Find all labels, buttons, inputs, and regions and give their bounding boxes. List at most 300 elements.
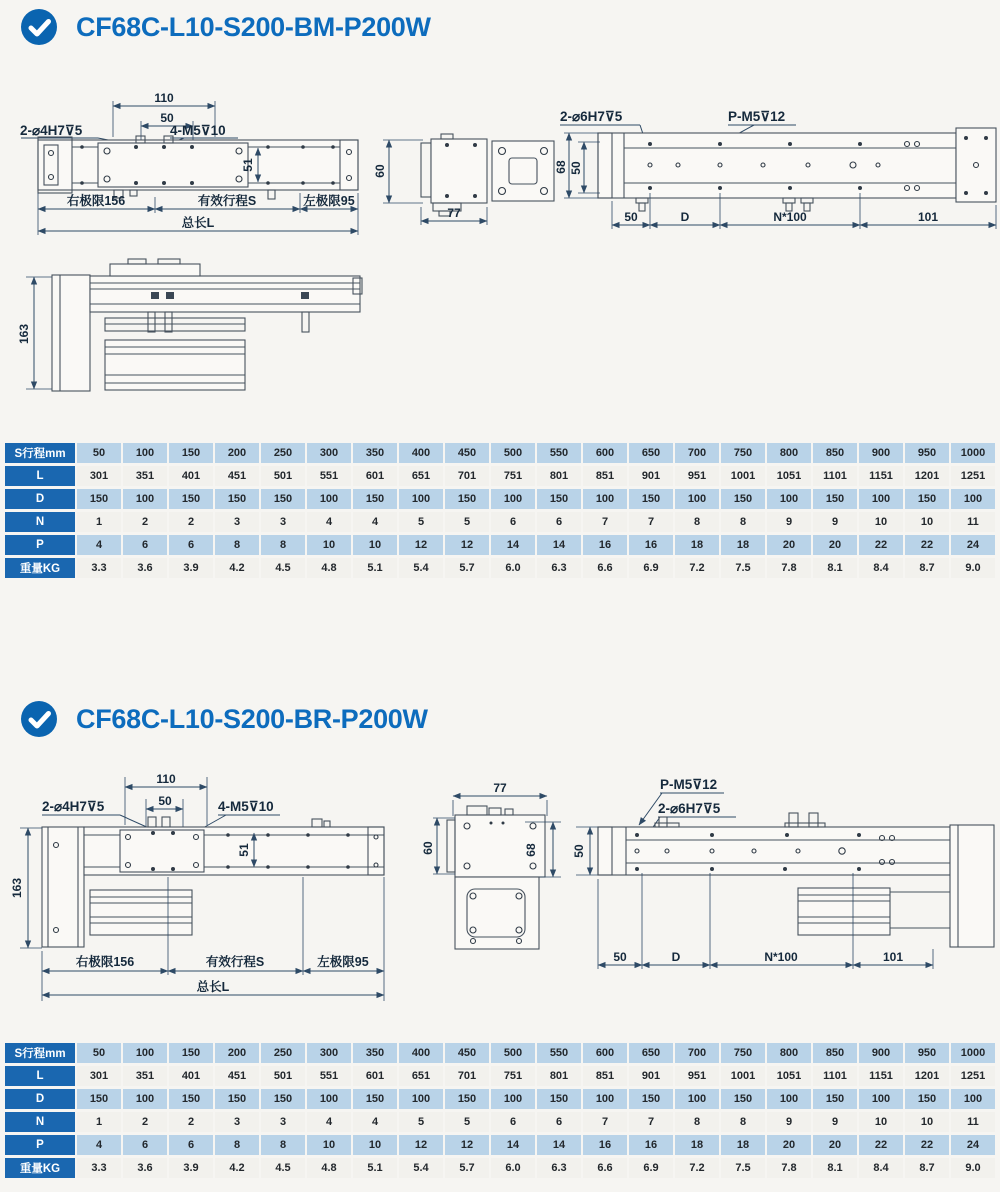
dim-label: 50 — [158, 794, 172, 808]
table-cell: 6.3 — [537, 1158, 581, 1178]
table-cell: 250 — [261, 443, 305, 463]
table-cell: 6.0 — [491, 1158, 535, 1178]
table-cell: 3.3 — [77, 558, 121, 578]
plan-view-drawing-br — [8, 765, 433, 1015]
product-title: CF68C-L10-S200-BR-P200W — [76, 703, 428, 734]
table-cell: 400 — [399, 1043, 443, 1063]
table-cell: 8 — [721, 1112, 765, 1132]
table-cell: 150 — [721, 1089, 765, 1109]
table-cell: 20 — [813, 535, 857, 555]
table-cell: 1101 — [813, 466, 857, 486]
table-row — [5, 1066, 995, 1086]
table-cell: 24 — [951, 535, 995, 555]
table-cell: 6.6 — [583, 558, 627, 578]
table-cell: 301 — [77, 1066, 121, 1086]
table-cell: 5.7 — [445, 558, 489, 578]
dim-label: 60 — [421, 841, 435, 855]
table-cell: 3 — [261, 512, 305, 532]
table-cell: 1101 — [813, 1066, 857, 1086]
table-cell: 16 — [629, 1135, 673, 1155]
table-row-label: S行程mm — [5, 443, 75, 463]
table-cell: 100 — [951, 489, 995, 509]
table-row — [5, 1043, 995, 1063]
table-cell: 150 — [77, 1089, 121, 1109]
table-cell: 150 — [721, 489, 765, 509]
table-cell: 7 — [583, 1112, 627, 1132]
table-cell: 4 — [77, 535, 121, 555]
table-cell: 20 — [767, 1135, 811, 1155]
table-cell: 451 — [215, 466, 259, 486]
table-row-label: L — [5, 466, 75, 486]
dim-label: 50 — [613, 950, 627, 964]
table-cell: 8 — [261, 535, 305, 555]
dim-label: 110 — [154, 91, 174, 105]
table-cell: 4 — [353, 1112, 397, 1132]
table-cell: 351 — [123, 1066, 167, 1086]
table-cell: 18 — [721, 535, 765, 555]
table-cell: 650 — [629, 1043, 673, 1063]
product-title: CF68C-L10-S200-BM-P200W — [76, 11, 431, 42]
table-cell: 701 — [445, 1066, 489, 1086]
table-cell: 1051 — [767, 1066, 811, 1086]
table-row — [5, 1135, 995, 1155]
table-cell: 4.8 — [307, 1158, 351, 1178]
table-cell: 750 — [721, 1043, 765, 1063]
dim-label: 163 — [10, 877, 24, 899]
table-cell: 7.8 — [767, 558, 811, 578]
dim-label: 51 — [241, 158, 255, 172]
table-cell: 10 — [353, 1135, 397, 1155]
table-cell: 6 — [537, 1112, 581, 1132]
table-cell: 300 — [307, 1043, 351, 1063]
table-cell: 8.4 — [859, 1158, 903, 1178]
table-cell: 5 — [445, 1112, 489, 1132]
table-cell: 150 — [537, 489, 581, 509]
table-cell: 5 — [445, 512, 489, 532]
table-cell: 8.7 — [905, 1158, 949, 1178]
table-cell: 3.3 — [77, 1158, 121, 1178]
table-cell: 600 — [583, 443, 627, 463]
table-cell: 150 — [353, 1089, 397, 1109]
table-cell: 1251 — [951, 466, 995, 486]
table-cell: 9 — [767, 1112, 811, 1132]
table-cell: 6 — [537, 512, 581, 532]
table-cell: 851 — [583, 1066, 627, 1086]
table-cell: 6 — [123, 1135, 167, 1155]
table-cell: 6.3 — [537, 558, 581, 578]
table-cell: 10 — [859, 1112, 903, 1132]
table-cell: 3.9 — [169, 1158, 213, 1178]
table-cell: 350 — [353, 1043, 397, 1063]
table-cell: 100 — [583, 1089, 627, 1109]
table-cell: 14 — [537, 1135, 581, 1155]
callout-label: 2-⌀6H7⊽5 — [560, 109, 623, 124]
table-cell: 18 — [721, 1135, 765, 1155]
table-cell: 150 — [261, 1089, 305, 1109]
table-cell: 100 — [399, 489, 443, 509]
table-cell: 150 — [905, 1089, 949, 1109]
table-cell: 100 — [767, 489, 811, 509]
table-cell: 8 — [215, 1135, 259, 1155]
table-cell: 501 — [261, 1066, 305, 1086]
table-row — [5, 512, 995, 532]
table-cell: 18 — [675, 535, 719, 555]
section-header-br — [20, 700, 428, 738]
table-cell: 550 — [537, 1043, 581, 1063]
table-cell: 14 — [537, 535, 581, 555]
table-cell: 2 — [123, 512, 167, 532]
table-cell: 9.0 — [951, 558, 995, 578]
table-cell: 701 — [445, 466, 489, 486]
table-cell: 951 — [675, 1066, 719, 1086]
table-cell: 951 — [675, 466, 719, 486]
dim-label: 163 — [17, 323, 31, 345]
table-cell: 6.9 — [629, 558, 673, 578]
table-cell: 1201 — [905, 466, 949, 486]
table-cell: 550 — [537, 443, 581, 463]
side-view-drawing-bm — [10, 256, 390, 416]
table-cell: 6 — [169, 535, 213, 555]
callout-label: 4-M5⊽10 — [170, 123, 226, 138]
table-cell: 3 — [261, 1112, 305, 1132]
table-cell: 850 — [813, 443, 857, 463]
dim-label: 50 — [569, 161, 583, 175]
table-cell: 751 — [491, 466, 535, 486]
dim-label: 总长L — [196, 980, 230, 994]
table-cell: 401 — [169, 1066, 213, 1086]
dim-label: 68 — [554, 160, 568, 174]
spec-table-bm — [5, 443, 995, 578]
table-cell: 8 — [721, 512, 765, 532]
dim-label: 右极限156 — [66, 194, 126, 208]
table-cell: 8 — [675, 1112, 719, 1132]
table-cell: 8.4 — [859, 558, 903, 578]
table-cell: 10 — [307, 535, 351, 555]
table-cell: 100 — [399, 1089, 443, 1109]
table-cell: 9 — [813, 512, 857, 532]
callout-label: 2-⌀4H7⊽5 — [42, 799, 105, 814]
table-cell: 22 — [859, 1135, 903, 1155]
table-cell: 4 — [307, 1112, 351, 1132]
dim-label: 110 — [156, 772, 176, 786]
table-cell: 12 — [445, 1135, 489, 1155]
table-cell: 150 — [537, 1089, 581, 1109]
table-cell: 12 — [399, 1135, 443, 1155]
table-cell: 22 — [905, 1135, 949, 1155]
table-cell: 250 — [261, 1043, 305, 1063]
table-cell: 8.1 — [813, 558, 857, 578]
table-cell: 3.6 — [123, 558, 167, 578]
table-cell: 551 — [307, 1066, 351, 1086]
table-cell: 7 — [583, 512, 627, 532]
table-cell: 301 — [77, 466, 121, 486]
table-cell: 8.7 — [905, 558, 949, 578]
table-cell: 5.7 — [445, 1158, 489, 1178]
table-cell: 7.8 — [767, 1158, 811, 1178]
table-cell: 651 — [399, 1066, 443, 1086]
callout-label: 2-⌀6H7⊽5 — [658, 801, 721, 816]
plan-view-drawing-bm — [18, 85, 368, 245]
table-cell: 501 — [261, 466, 305, 486]
table-cell: 16 — [583, 1135, 627, 1155]
table-cell: 6.9 — [629, 1158, 673, 1178]
table-cell: 7 — [629, 512, 673, 532]
table-cell: 100 — [123, 1089, 167, 1109]
table-row — [5, 558, 995, 578]
table-cell: 551 — [307, 466, 351, 486]
dim-label: 有效行程S — [205, 955, 265, 969]
table-cell: 4.5 — [261, 558, 305, 578]
table-cell: 100 — [767, 1089, 811, 1109]
table-cell: 1 — [77, 1112, 121, 1132]
table-cell: 3 — [215, 1112, 259, 1132]
callout-label: P-M5⊽12 — [728, 109, 786, 124]
table-cell: 1000 — [951, 443, 995, 463]
table-cell: 7.2 — [675, 558, 719, 578]
table-cell: 4.2 — [215, 558, 259, 578]
table-cell: 1201 — [905, 1066, 949, 1086]
table-cell: 6 — [491, 512, 535, 532]
dim-label: N*100 — [764, 950, 798, 964]
table-cell: 100 — [123, 489, 167, 509]
table-cell: 8 — [215, 535, 259, 555]
table-cell: 5 — [399, 1112, 443, 1132]
table-cell: 150 — [353, 489, 397, 509]
table-row-label: D — [5, 489, 75, 509]
check-circle-icon — [20, 700, 58, 738]
bottom-view-drawing-bm — [554, 95, 1000, 240]
dim-label: D — [671, 950, 681, 964]
table-cell: 3.9 — [169, 558, 213, 578]
table-cell: 14 — [491, 1135, 535, 1155]
dim-label: 左极限95 — [303, 194, 355, 208]
table-cell: 10 — [859, 512, 903, 532]
table-cell: 22 — [859, 535, 903, 555]
table-cell: 9 — [767, 512, 811, 532]
table-cell: 11 — [951, 512, 995, 532]
table-cell: 50 — [77, 1043, 121, 1063]
table-row — [5, 443, 995, 463]
table-cell: 150 — [215, 1089, 259, 1109]
dim-label: 50 — [160, 111, 174, 125]
section-header-bm — [20, 8, 431, 46]
table-cell: 150 — [629, 1089, 673, 1109]
table-cell: 100 — [491, 1089, 535, 1109]
table-cell: 851 — [583, 466, 627, 486]
table-cell: 20 — [767, 535, 811, 555]
table-cell: 1151 — [859, 466, 903, 486]
callout-label: 2-⌀4H7⊽5 — [20, 123, 83, 138]
table-cell: 9 — [813, 1112, 857, 1132]
table-cell: 901 — [629, 466, 673, 486]
table-cell: 4.5 — [261, 1158, 305, 1178]
table-cell: 10 — [353, 535, 397, 555]
dim-label: 50 — [572, 844, 586, 858]
table-cell: 6 — [123, 535, 167, 555]
table-cell: 800 — [767, 443, 811, 463]
table-row-label: N — [5, 1112, 75, 1132]
table-cell: 24 — [951, 1135, 995, 1155]
table-cell: 2 — [169, 1112, 213, 1132]
table-row-label: 重量KG — [5, 558, 75, 578]
table-row-label: S行程mm — [5, 1043, 75, 1063]
table-cell: 100 — [491, 489, 535, 509]
table-row — [5, 535, 995, 555]
table-cell: 9.0 — [951, 1158, 995, 1178]
table-cell: 5.4 — [399, 558, 443, 578]
table-cell: 10 — [905, 512, 949, 532]
table-cell: 150 — [77, 489, 121, 509]
table-cell: 451 — [215, 1066, 259, 1086]
table-cell: 651 — [399, 466, 443, 486]
table-cell: 100 — [123, 1043, 167, 1063]
dim-label: 右极限156 — [75, 955, 135, 969]
table-cell: 150 — [629, 489, 673, 509]
table-cell: 150 — [169, 443, 213, 463]
table-cell: 601 — [353, 466, 397, 486]
dim-label: 总长L — [181, 216, 215, 230]
table-cell: 1000 — [951, 1043, 995, 1063]
table-cell: 750 — [721, 443, 765, 463]
table-row-label: N — [5, 512, 75, 532]
table-cell: 350 — [353, 443, 397, 463]
table-cell: 4 — [77, 1135, 121, 1155]
table-cell: 8.1 — [813, 1158, 857, 1178]
table-row-label: 重量KG — [5, 1158, 75, 1178]
table-cell: 1151 — [859, 1066, 903, 1086]
table-cell: 100 — [859, 489, 903, 509]
table-cell: 150 — [813, 489, 857, 509]
table-cell: 5.1 — [353, 1158, 397, 1178]
table-cell: 16 — [583, 535, 627, 555]
table-row — [5, 1112, 995, 1132]
table-row-label: P — [5, 1135, 75, 1155]
dim-label: 60 — [373, 164, 387, 178]
table-cell: 150 — [169, 1089, 213, 1109]
table-cell: 7.5 — [721, 1158, 765, 1178]
table-cell: 7.2 — [675, 1158, 719, 1178]
end-view-drawing-bm — [375, 103, 575, 243]
table-cell: 100 — [307, 489, 351, 509]
table-cell: 150 — [169, 489, 213, 509]
table-cell: 400 — [399, 443, 443, 463]
table-cell: 100 — [859, 1089, 903, 1109]
table-cell: 8 — [675, 512, 719, 532]
table-cell: 200 — [215, 443, 259, 463]
table-cell: 351 — [123, 466, 167, 486]
table-cell: 700 — [675, 1043, 719, 1063]
callout-label: P-M5⊽12 — [660, 777, 718, 792]
table-cell: 20 — [813, 1135, 857, 1155]
table-cell: 500 — [491, 1043, 535, 1063]
table-cell: 50 — [77, 443, 121, 463]
table-cell: 100 — [675, 489, 719, 509]
table-cell: 10 — [905, 1112, 949, 1132]
table-cell: 150 — [813, 1089, 857, 1109]
table-cell: 150 — [215, 489, 259, 509]
table-cell: 650 — [629, 443, 673, 463]
table-cell: 4.8 — [307, 558, 351, 578]
table-cell: 4 — [307, 512, 351, 532]
table-cell: 1001 — [721, 1066, 765, 1086]
dim-label: 101 — [882, 950, 904, 964]
table-cell: 100 — [307, 1089, 351, 1109]
table-cell: 6.0 — [491, 558, 535, 578]
table-cell: 900 — [859, 443, 903, 463]
table-cell: 7.5 — [721, 558, 765, 578]
table-cell: 3.6 — [123, 1158, 167, 1178]
dim-label: 77 — [493, 781, 507, 795]
callout-label: 4-M5⊽10 — [218, 799, 274, 814]
table-cell: 950 — [905, 1043, 949, 1063]
table-cell: 850 — [813, 1043, 857, 1063]
table-cell: 10 — [307, 1135, 351, 1155]
dim-label: 51 — [237, 843, 251, 857]
table-cell: 1001 — [721, 466, 765, 486]
table-cell: 150 — [445, 1089, 489, 1109]
table-cell: 600 — [583, 1043, 627, 1063]
table-row-label: L — [5, 1066, 75, 1086]
table-cell: 150 — [445, 489, 489, 509]
table-cell: 901 — [629, 1066, 673, 1086]
table-cell: 18 — [675, 1135, 719, 1155]
table-cell: 6 — [491, 1112, 535, 1132]
spec-table-br — [5, 1043, 995, 1178]
dim-label: 有效行程S — [197, 194, 257, 208]
dim-label: 101 — [917, 210, 939, 224]
table-cell: 450 — [445, 1043, 489, 1063]
table-cell: 450 — [445, 443, 489, 463]
table-cell: 100 — [951, 1089, 995, 1109]
table-cell: 1251 — [951, 1066, 995, 1086]
table-row-label: D — [5, 1089, 75, 1109]
table-cell: 4 — [353, 512, 397, 532]
table-cell: 801 — [537, 466, 581, 486]
table-cell: 300 — [307, 443, 351, 463]
table-cell: 7 — [629, 1112, 673, 1132]
table-cell: 22 — [905, 535, 949, 555]
table-cell: 200 — [215, 1043, 259, 1063]
dim-label: 50 — [624, 210, 638, 224]
table-cell: 1 — [77, 512, 121, 532]
dim-label: N*100 — [773, 210, 807, 224]
table-cell: 601 — [353, 1066, 397, 1086]
table-cell: 3 — [215, 512, 259, 532]
table-cell: 700 — [675, 443, 719, 463]
dim-label: 左极限95 — [317, 955, 369, 969]
table-row — [5, 489, 995, 509]
table-cell: 12 — [399, 535, 443, 555]
table-cell: 800 — [767, 1043, 811, 1063]
table-cell: 2 — [123, 1112, 167, 1132]
table-cell: 150 — [261, 489, 305, 509]
dim-label: 77 — [447, 206, 461, 220]
table-cell: 6 — [169, 1135, 213, 1155]
table-cell: 2 — [169, 512, 213, 532]
table-cell: 150 — [169, 1043, 213, 1063]
table-cell: 801 — [537, 1066, 581, 1086]
table-cell: 751 — [491, 1066, 535, 1086]
check-circle-icon — [20, 8, 58, 46]
table-cell: 900 — [859, 1043, 903, 1063]
table-cell: 100 — [583, 489, 627, 509]
table-row — [5, 1158, 995, 1178]
table-cell: 8 — [261, 1135, 305, 1155]
table-cell: 11 — [951, 1112, 995, 1132]
table-cell: 16 — [629, 535, 673, 555]
table-cell: 5 — [399, 512, 443, 532]
table-cell: 4.2 — [215, 1158, 259, 1178]
